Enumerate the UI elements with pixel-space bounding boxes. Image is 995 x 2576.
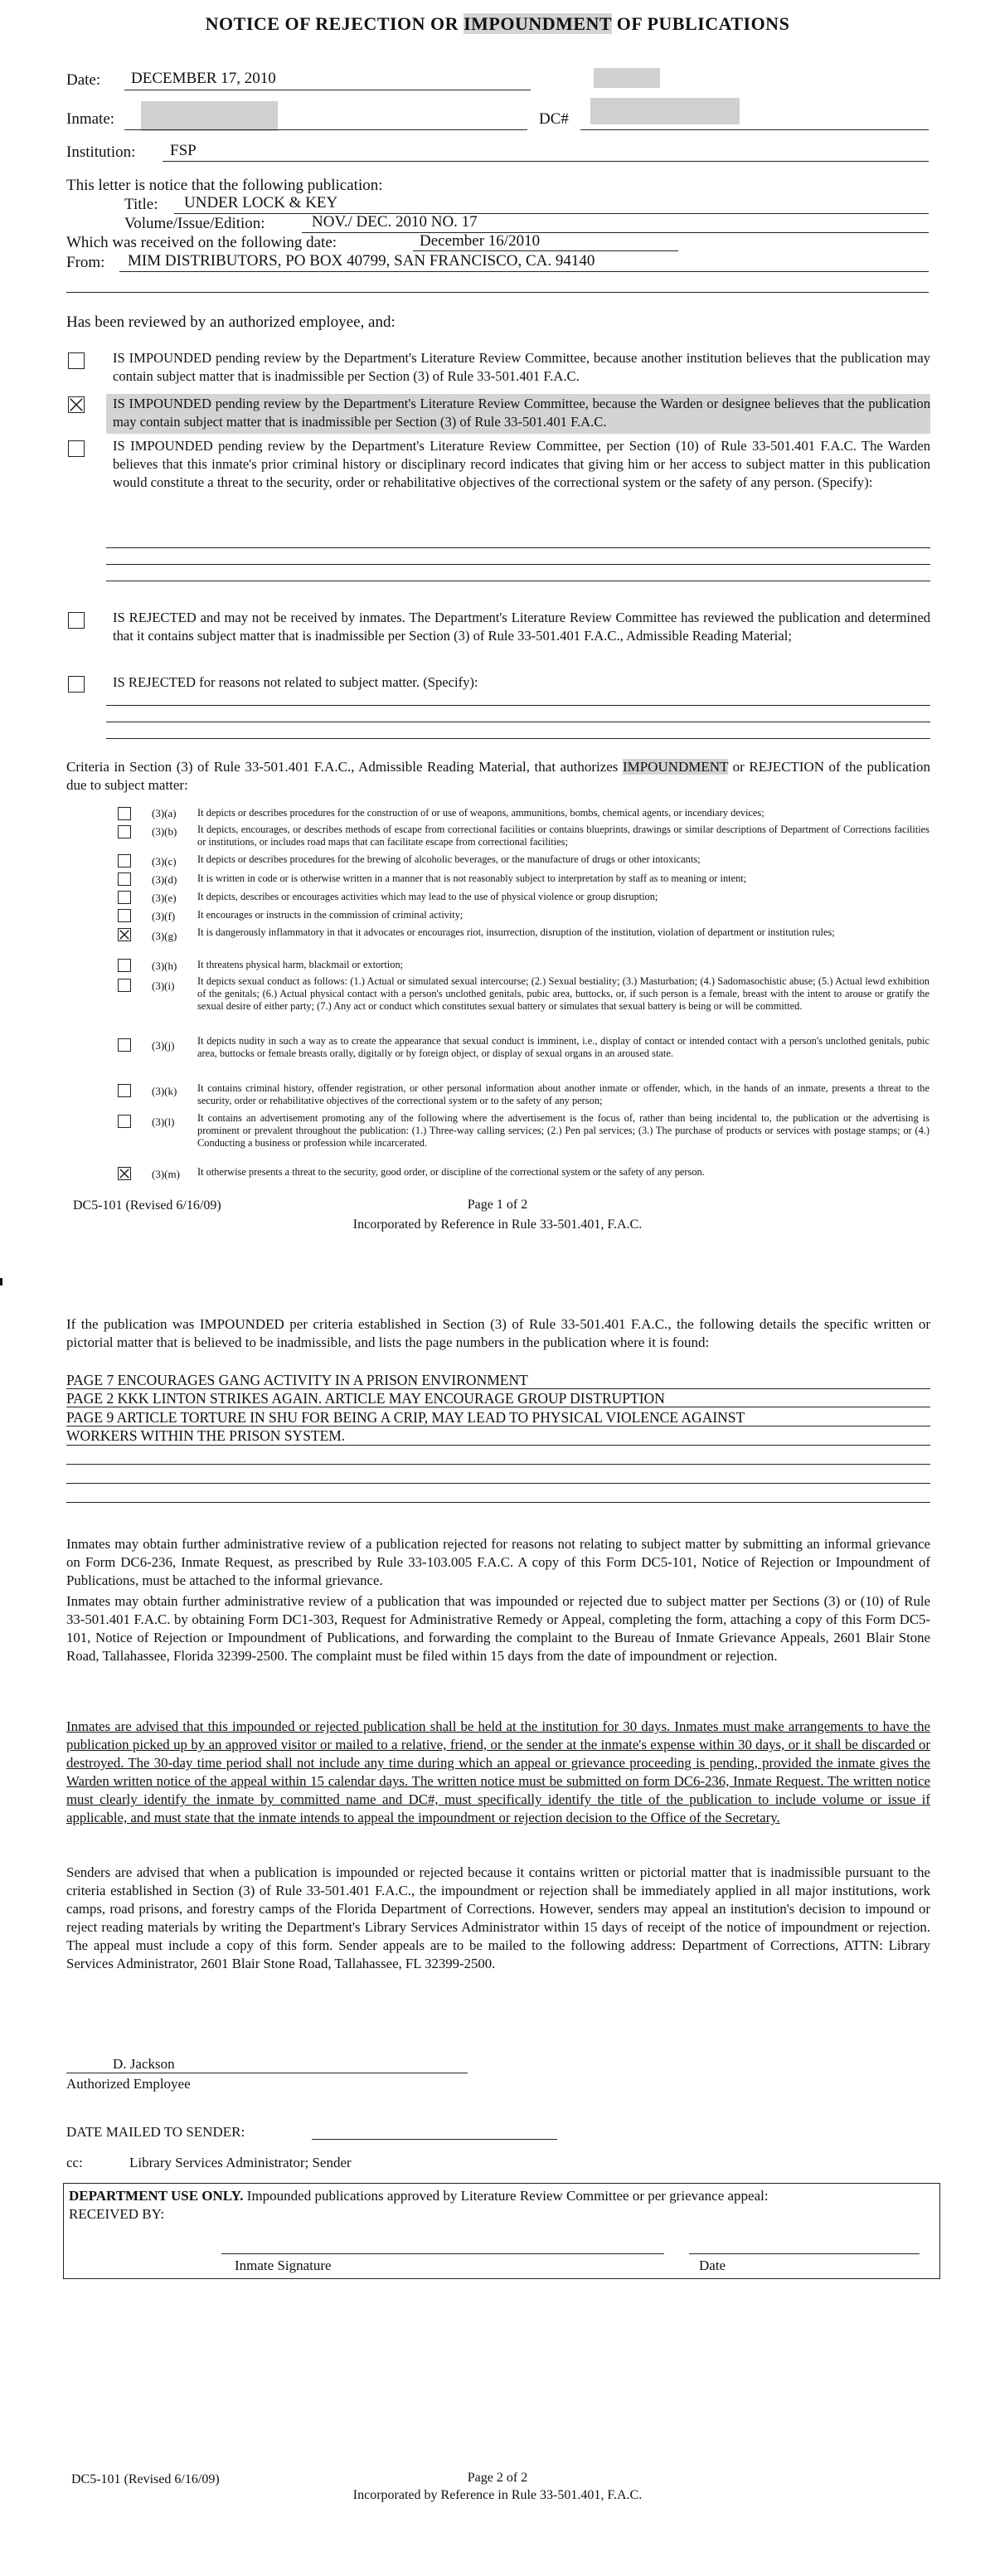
- criteria-d-text: It is written in code or is otherwise written in a manner that is not reasonably subject to interpretation by staff as to meaning or intent;: [197, 872, 747, 884]
- dc-number-label: DC#: [539, 110, 569, 128]
- criteria-h-code: (3)(h): [152, 960, 177, 972]
- option-2-checkbox[interactable]: [68, 396, 85, 413]
- sender-advisory-paragraph: Senders are advised that when a publication is impounded or rejected because it contains written or pictorial matter that is inadmissible pursuant to the criteria established in Section (3) of Rule 33-501.401 F.A.C., the impoundment or rejection shall be immediately applied in all major institutions, work camps, road prisons, and forestry camps of the Florida Department of Corrections. However, senders may appeal an institution's decision to impound or reject reading materials by writing the Department's Library Services Administrator within 15 days of receipt of the notice of impoundment or rejection. The appeal must include a copy of this form. Sender appeals are to be mailed to the following address: Department of Corrections, ATTN: Library Services Administrator, 2601 Blair Stone Road, Tallahassee, FL 32399-2500.: [66, 1864, 930, 1971]
- cc-label: cc:: [66, 2155, 83, 2170]
- department-use-box: [63, 2183, 940, 2279]
- received-by-label: RECEIVED BY:: [69, 2206, 165, 2222]
- redacted-inmate-name: [141, 101, 278, 131]
- criteria-c-text: It depicts or describes procedures for the brewing of alcoholic beverages, or the manufacture of drugs or other intoxicants;: [197, 853, 701, 865]
- from-label: From:: [66, 254, 105, 271]
- date-mailed-label: DATE MAILED TO SENDER:: [66, 2124, 245, 2140]
- criteria-b-checkbox[interactable]: [118, 825, 131, 838]
- option-4-checkbox[interactable]: [68, 612, 85, 629]
- option-3-checkbox[interactable]: [68, 440, 85, 457]
- criteria-e-checkbox[interactable]: [118, 891, 131, 904]
- criteria-a-code: (3)(a): [152, 807, 177, 819]
- institution-value: FSP: [170, 142, 197, 159]
- footer-2-incorporated: Incorporated by Reference in Rule 33-501.401, F.A.C.: [352, 2488, 643, 2502]
- criteria-i-text: It depicts sexual conduct as follows: (1.) Actual or simulated sexual intercourse; (2.) Sexual bestiality; (3.) Masturbation; (4.) Sadomasochistic abuse; (5.) Actual lewd exhibition of the genitals; (6.) Actual physical contact with a person's unclothed genitals, pubic area, buttocks, or, if such person is a female, breast with the intent to arouse or gratify the sexual desire of either party; (7.) Any act or conduct which constitutes sexual battery or simulates that sexual battery is being or will be committed.: [197, 975, 929, 1012]
- criteria-m-checkbox[interactable]: [118, 1167, 131, 1180]
- criteria-i-code: (3)(i): [152, 979, 175, 992]
- criteria-i-checkbox[interactable]: [118, 979, 131, 992]
- document-title: NOTICE OF REJECTION OR IMPOUNDMENT OF PUBLICATIONS: [205, 13, 790, 34]
- date-label: Date:: [66, 71, 101, 89]
- option-5-checkbox[interactable]: [68, 676, 85, 693]
- criteria-j-checkbox[interactable]: [118, 1038, 131, 1052]
- details-line-4: WORKERS WITHIN THE PRISON SYSTEM.: [66, 1427, 346, 1444]
- inmate-label: Inmate:: [66, 110, 115, 128]
- scan-mark: [0, 1278, 2, 1286]
- administrative-remedy-paragraph: Inmates may obtain further administrative review of a publication that was impounded or rejected due to subject matter per Sections (3) or (10) of Rule 33-501.401 F.A.C. by obtaining Form DC1-303, Request for Administrative Remedy or Appeal, completing the form, attaching a copy of this Form DC5-101, Notice of Rejection or Impoundment of Publications, and forwarding the complaint to the Bureau of Inmate Grievance Appeals, 2601 Blair Stone Road, Tallahassee, Florida 32399-2500. The complaint must be filed within 15 days from the date of impoundment or rejection.: [66, 1593, 930, 1664]
- criteria-h-text: It threatens physical harm, blackmail or extortion;: [197, 959, 404, 970]
- criteria-f-code: (3)(f): [152, 910, 176, 922]
- from-value: MIM DISTRIBUTORS, PO BOX 40799, SAN FRANCISCO, CA. 94140: [128, 252, 595, 270]
- option-3-text: IS IMPOUNDED pending review by the Department's Literature Review Committee, per Section (10) of Rule 33-501.401 F.A.C. The Warden believes that this inmate's prior criminal history or disciplinary record indicates that giving him or her access to subject matter in this publication would constitute a threat to the security, order or rehabilitative objectives of the correctional system or the safety of any person. (Specify):: [113, 438, 930, 490]
- criteria-j-text: It depicts nudity in such a way as to create the appearance that sexual conduct is imminent, i.e., display of contact or intended contact with a person's unclothed genitals, pubic area, buttocks or female breasts orally, digitally or by foreign object, or display of sexual organs in an aroused state.: [197, 1035, 929, 1059]
- criteria-e-code: (3)(e): [152, 892, 177, 904]
- footer-1-incorporated: Incorporated by Reference in Rule 33-501.401, F.A.C.: [352, 1218, 643, 1232]
- inmate-signature-label: Inmate Signature: [235, 2258, 332, 2273]
- criteria-a-checkbox[interactable]: [118, 807, 131, 820]
- department-use-heading: DEPARTMENT USE ONLY. Impounded publications approved by Literature Review Committee or per grievance appeal:: [69, 2188, 769, 2204]
- criteria-b-text: It depicts, encourages, or describes methods of escape from correctional facilities or contains blueprints, drawings or similar descriptions of Department of Corrections facilities or institutions, or includes road maps that can facilitate escape from correctional facilities;: [197, 824, 929, 848]
- redacted-dc-number: [590, 98, 740, 124]
- inmate-advisory-paragraph: Inmates are advised that this impounded or rejected publication shall be held at the institution for 30 days. Inmates must make arrangements to have the publication picked up by an approved visitor or mailed to a relative, friend, or the sender at the inmate's expense within 30 days, or it shall be discarded or destroyed. The 30-day time period shall not include any time during which an appeal or grievance proceeding is pending, provided the inmate gives the Warden written notice of the appeal within 15 calendar days. The written notice must be submitted on form DC6-236, Inmate Request. The written notice must clearly identify the inmate by committed name and DC#, must specifically identify the title of the publication to include volume or issue if applicable, and must state that the inmate intends to appeal the impoundment or rejection decision to the Office of the Secretary.: [66, 1718, 930, 1825]
- criteria-m-text: It otherwise presents a threat to the security, good order, or discipline of the correctional system or the safety of any person.: [197, 1166, 705, 1178]
- publication-title: UNDER LOCK & KEY: [184, 194, 338, 211]
- criteria-f-text: It encourages or instructs in the commission of criminal activity;: [197, 909, 464, 921]
- option-5-text: IS REJECTED for reasons not related to subject matter. (Specify):: [113, 674, 478, 690]
- footer-2-form-number: DC5-101 (Revised 6/16/09): [71, 2472, 220, 2486]
- option-2-text: IS IMPOUNDED pending review by the Department's Literature Review Committee, because the Warden or designee believes that the publication may contain subject matter that is inadmissible per Section (3) of Rule 33-501.401 F.A.C.: [113, 396, 930, 430]
- details-line-1: PAGE 7 ENCOURAGES GANG ACTIVITY IN A PRISON ENVIRONMENT: [66, 1372, 528, 1388]
- option-4-text: IS REJECTED and may not be received by inmates. The Department's Literature Review Committee has reviewed the publication and determined that it contains subject matter that is inadmissible per Section (3) of Rule 33-501.401 F.A.C., Admissible Reading Material;: [113, 610, 930, 644]
- criteria-h-checkbox[interactable]: [118, 959, 131, 972]
- authorized-employee-label: Authorized Employee: [66, 2076, 191, 2092]
- criteria-d-code: (3)(d): [152, 873, 177, 886]
- criteria-j-code: (3)(j): [152, 1039, 175, 1052]
- institution-label: Institution:: [66, 143, 136, 161]
- criteria-intro: Criteria in Section (3) of Rule 33-501.401 F.A.C., Admissible Reading Material, that authorizes IMPOUNDMENT or REJECTION of the publication due to subject matter:: [66, 759, 930, 793]
- date-label-box: Date: [699, 2258, 726, 2273]
- volume-label: Volume/Issue/Edition:: [124, 215, 265, 232]
- criteria-g-checkbox[interactable]: [118, 928, 131, 941]
- criteria-e-text: It depicts, describes or encourages activities which may lead to the use of physical violence or group disruption;: [197, 891, 658, 902]
- footer-2-page: Page 2 of 2: [467, 2471, 528, 2485]
- details-line-2: PAGE 2 KKK LINTON STRIKES AGAIN. ARTICLE MAY ENCOURAGE GROUP DISTRUPTION: [66, 1390, 665, 1407]
- option-1-text: IS IMPOUNDED pending review by the Department's Literature Review Committee, because another institution believes that the publication may contain subject matter that is inadmissible per Section (3) of Rule 33-501.401 F.A.C.: [113, 350, 930, 384]
- signer-name: D. Jackson: [113, 2056, 175, 2072]
- details-line-3: PAGE 9 ARTICLE TORTURE IN SHU FOR BEING A CRIP, MAY LEAD TO PHYSICAL VIOLENCE AGAINST: [66, 1409, 745, 1426]
- criteria-k-code: (3)(k): [152, 1085, 177, 1097]
- reviewed-statement: Has been reviewed by an authorized employee, and:: [66, 313, 396, 331]
- received-date-label: Which was received on the following date:: [66, 234, 337, 251]
- received-date-value: December 16/2010: [420, 232, 541, 250]
- cc-value: Library Services Administrator; Sender: [129, 2155, 352, 2170]
- criteria-g-text: It is dangerously inflammatory in that it advocates or encourages riot, insurrection, disruption of the institution, violation of department or institution rules;: [197, 926, 835, 938]
- criteria-m-code: (3)(m): [152, 1168, 180, 1180]
- criteria-c-checkbox[interactable]: [118, 854, 131, 868]
- option-1-checkbox[interactable]: [68, 352, 85, 369]
- criteria-l-text: It contains an advertisement promoting any of the following where the advertisement is the focus of, rather than being incidental to, the publication or the advertising is prominent or prevalent throughout the publication: (1.) Three-way calling services; (2.) Pen pal services; (3.) The purchase of products or services with postage stamps; or (4.) Conducting a business or profession while incarcerated.: [197, 1112, 929, 1149]
- redacted-block: [594, 68, 660, 88]
- criteria-a-text: It depicts or describes procedures for the construction of or use of weapons, ammunitions, bombs, chemical agents, or incendiary devices;: [197, 807, 764, 819]
- date-value: DECEMBER 17, 2010: [131, 70, 276, 87]
- impounded-details-intro: If the publication was IMPOUNDED per criteria established in Section (3) of Rule 33-501.401 F.A.C., the following details the specific written or pictorial matter that is believed to be inadmissible, and lists the page numbers in the publication where it is found:: [66, 1316, 930, 1350]
- criteria-k-text: It contains criminal history, offender registration, or other personal information about another inmate or offender, which, in the hands of an inmate, presents a threat to the security, order or rehabilitative objectives of the correctional system or to the safety of any person;: [197, 1082, 929, 1106]
- volume-value: NOV./ DEC. 2010 NO. 17: [312, 213, 478, 231]
- footer-1-page: Page 1 of 2: [467, 1198, 528, 1212]
- criteria-k-checkbox[interactable]: [118, 1084, 131, 1097]
- title-highlight: IMPOUNDMENT: [464, 13, 612, 34]
- criteria-b-code: (3)(b): [152, 825, 177, 838]
- title-label: Title:: [124, 196, 158, 213]
- criteria-l-checkbox[interactable]: [118, 1115, 131, 1128]
- informal-grievance-paragraph: Inmates may obtain further administrative review of a publication rejected for reasons not relating to subject matter by submitting an informal grievance on Form DC6-236, Inmate Request, as prescribed by Rule 33-103.005 F.A.C. A copy of this Form DC5-101, Notice of Rejection or Impoundment of Publications, must be attached to the informal grievance.: [66, 1536, 930, 1588]
- criteria-g-code: (3)(g): [152, 930, 177, 942]
- criteria-l-code: (3)(l): [152, 1115, 175, 1128]
- notice-intro: This letter is notice that the following publication:: [66, 177, 383, 194]
- criteria-c-code: (3)(c): [152, 855, 177, 868]
- criteria-f-checkbox[interactable]: [118, 909, 131, 922]
- footer-1-form-number: DC5-101 (Revised 6/16/09): [73, 1198, 221, 1213]
- criteria-d-checkbox[interactable]: [118, 872, 131, 886]
